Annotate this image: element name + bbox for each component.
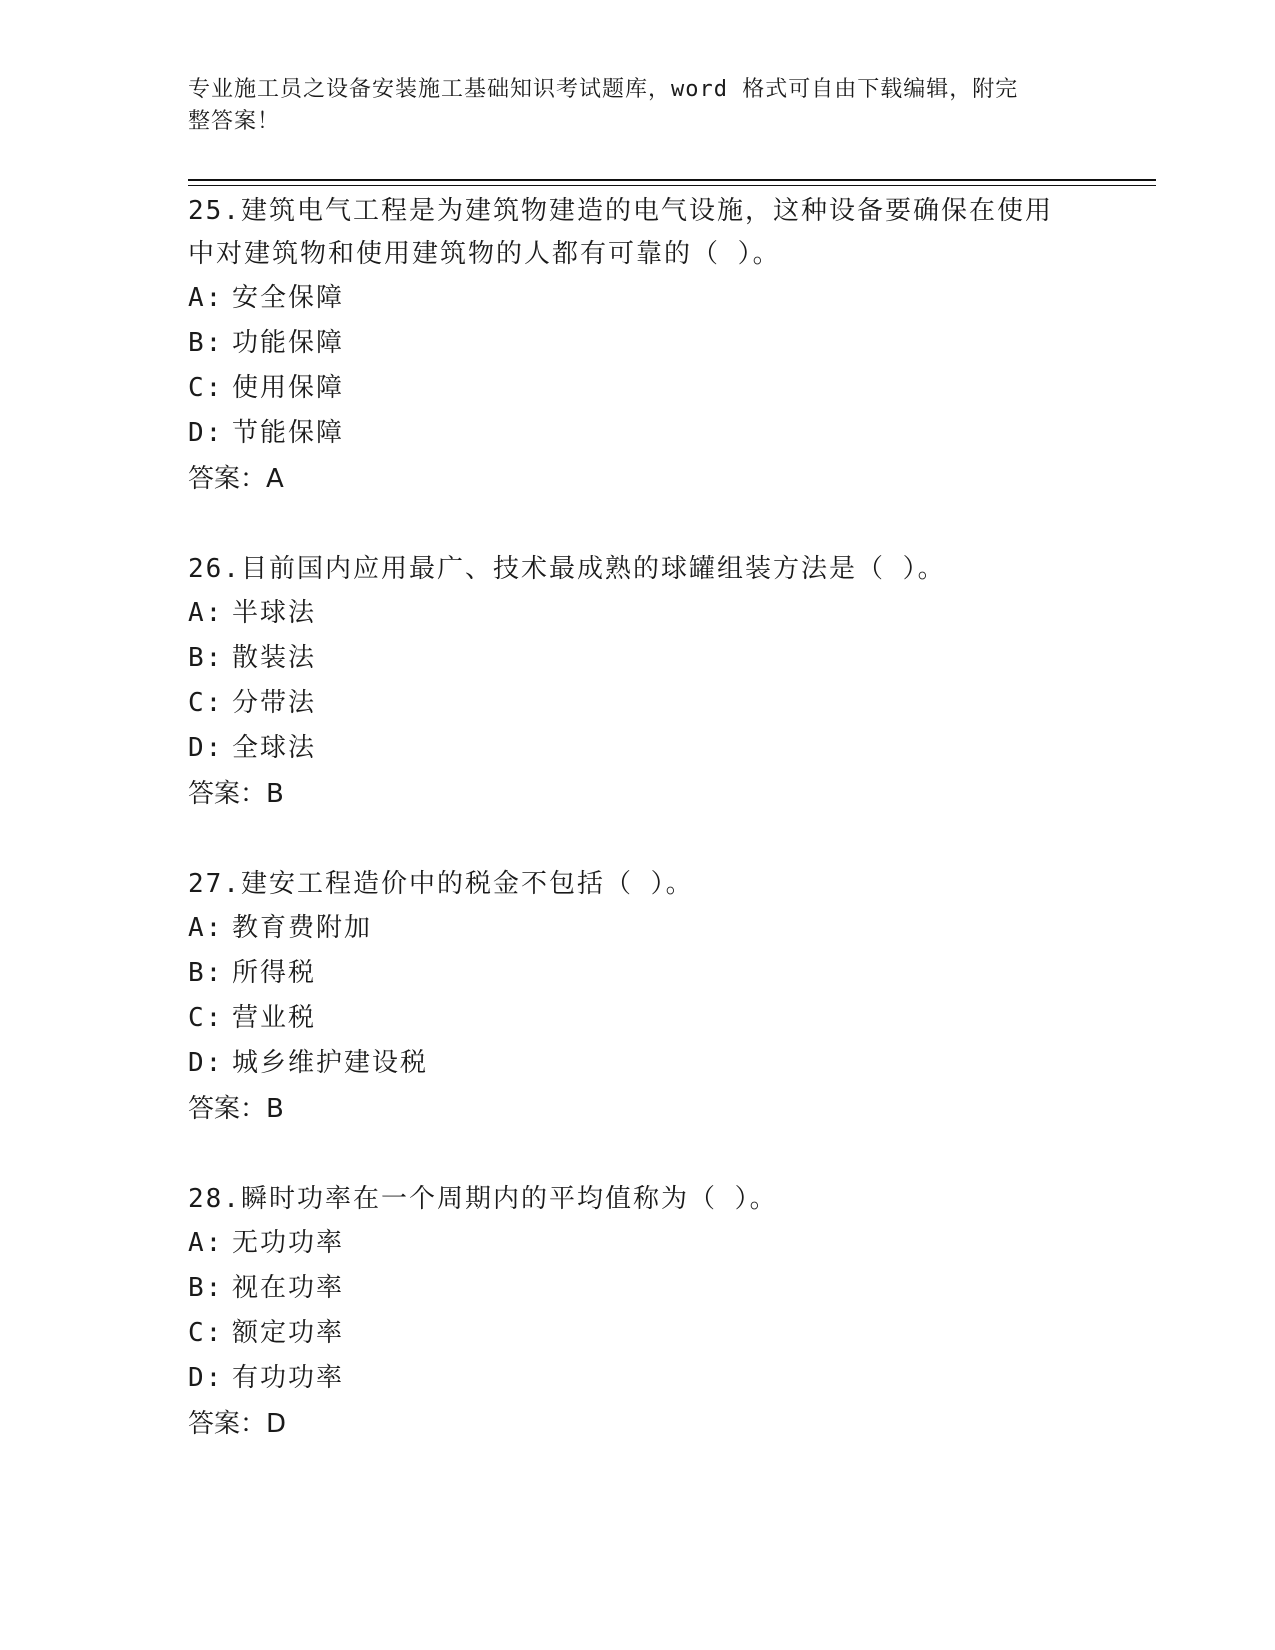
header-line-1: 专业施工员之设备安装施工基础知识考试题库，word 格式可自由下载编辑，附完 — [188, 77, 1019, 102]
option-key: B: — [188, 1273, 224, 1303]
question-stem-line-1: 28.瞬时功率在一个周期内的平均值称为（ ）。 — [188, 1184, 778, 1214]
option-text: 安全保障 — [232, 283, 345, 313]
answer-text: 答案：B — [188, 1094, 284, 1124]
option-text: 有功功率 — [232, 1363, 345, 1393]
answer-text: 答案：D — [188, 1409, 287, 1439]
option-key: B: — [188, 958, 224, 988]
question-stem-line-1: 27.建安工程造价中的税金不包括（ ）。 — [188, 869, 694, 899]
option-a — [188, 906, 1088, 951]
option-key: A: — [188, 283, 224, 313]
option-text: 分带法 — [232, 688, 317, 718]
option-key: D: — [188, 1048, 224, 1078]
question-stem-line-1: 25.建筑电气工程是为建筑物建造的电气设施，这种设备要确保在使用 — [188, 196, 1053, 226]
answer-text: 答案：A — [188, 464, 284, 494]
option-text: 功能保障 — [232, 328, 345, 358]
question-stem-line-2: 中对建筑物和使用建筑物的人都有可靠的（ ）。 — [188, 239, 781, 269]
option-a — [188, 1221, 1088, 1266]
question-27 — [188, 863, 1088, 1132]
option-c — [188, 681, 1088, 726]
option-text: 节能保障 — [232, 418, 345, 448]
option-text: 使用保障 — [232, 373, 345, 403]
header-line-2: 整答案！ — [188, 109, 281, 134]
option-key: C: — [188, 688, 224, 718]
question-stem — [188, 190, 1078, 276]
option-text: 散装法 — [232, 643, 317, 673]
question-28 — [188, 1178, 1088, 1447]
question-25 — [188, 190, 1088, 502]
option-text: 全球法 — [232, 733, 317, 763]
option-c — [188, 1311, 1088, 1356]
option-b — [188, 636, 1088, 681]
option-b — [188, 321, 1088, 366]
option-text: 城乡维护建设税 — [232, 1048, 429, 1078]
question-stem — [188, 1178, 1078, 1221]
option-c — [188, 996, 1088, 1041]
option-d — [188, 411, 1088, 456]
option-text: 视在功率 — [232, 1273, 345, 1303]
question-list — [188, 190, 1088, 1493]
question-stem-line-1: 26.目前国内应用最广、技术最成熟的球罐组装方法是（ ）。 — [188, 554, 946, 584]
option-key: D: — [188, 418, 224, 448]
option-text: 无功功率 — [232, 1228, 345, 1258]
option-key: A: — [188, 598, 224, 628]
option-d — [188, 726, 1088, 771]
option-key: C: — [188, 1003, 224, 1033]
option-d — [188, 1356, 1088, 1401]
option-text: 额定功率 — [232, 1318, 345, 1348]
answer-text: 答案：B — [188, 779, 284, 809]
header-divider-thin — [188, 185, 1156, 186]
option-key: B: — [188, 328, 224, 358]
option-key: D: — [188, 733, 224, 763]
option-c — [188, 366, 1088, 411]
option-a — [188, 591, 1088, 636]
question-stem — [188, 548, 1078, 591]
option-text: 教育费附加 — [232, 913, 373, 943]
question-stem — [188, 863, 1078, 906]
option-d — [188, 1041, 1088, 1086]
header-divider-thick — [188, 179, 1156, 181]
option-text: 所得税 — [232, 958, 317, 988]
option-text: 半球法 — [232, 598, 317, 628]
document-header — [188, 74, 1068, 138]
option-b — [188, 951, 1088, 996]
option-key: A: — [188, 1228, 224, 1258]
question-26 — [188, 548, 1088, 817]
option-key: A: — [188, 913, 224, 943]
option-key: C: — [188, 1318, 224, 1348]
option-b — [188, 1266, 1088, 1311]
option-a — [188, 276, 1088, 321]
option-key: B: — [188, 643, 224, 673]
option-key: C: — [188, 373, 224, 403]
option-key: D: — [188, 1363, 224, 1393]
option-text: 营业税 — [232, 1003, 317, 1033]
